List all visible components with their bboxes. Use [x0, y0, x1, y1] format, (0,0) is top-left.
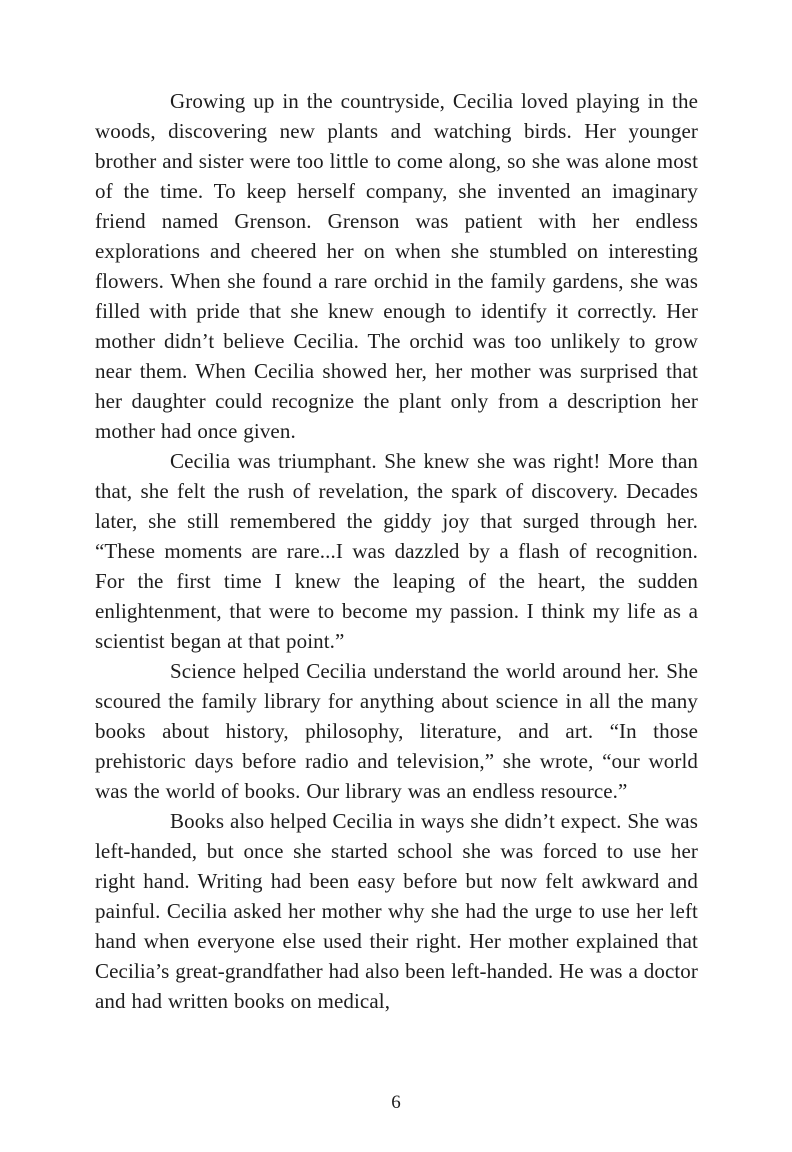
paragraph-4: Books also helped Cecilia in ways she didn’t expect. She was left-handed, but once she started school she was forced to use her right hand. Writing had been easy before but now felt awkward and painful. Cecilia asked her mother why she had the urge to use her left hand when everyone else used their right. Her mother explained that Cecilia’s great-grandfather had also been left-handed. He was a doctor and had written books on medical, [95, 809, 698, 1013]
body-text [95, 86, 698, 1016]
page-number: 6 [391, 1092, 401, 1113]
paragraph-2: Cecilia was triumphant. She knew she was right! More than that, she felt the rush of revelation, the spark of discovery. Decades later, she still remembered the giddy joy that surged through her. “These moments are rare...I was dazzled by a flash of recognition. For the first time I knew the leaping of the heart, the sudden enlightenment, that were to become my passion. I think my life as a scientist began at that point.” [95, 449, 698, 653]
paragraph-1: Growing up in the countryside, Cecilia loved playing in the woods, discovering new plants and watching birds. Her younger brother and sister were too little to come along, so she was alone most of the time. To keep herself company, she invented an imaginary friend named Grenson. Grenson was patient with her endless explorations and cheered her on when she stumbled on interesting flowers. When she found a rare orchid in the family gardens, she was filled with pride that she knew enough to identify it correctly. Her mother didn’t believe Cecilia. The orchid was too unlikely to grow near them. When Cecilia showed her, her mother was surprised that her daughter could recognize the plant only from a description her mother had once given. [95, 89, 698, 443]
paragraph-3: Science helped Cecilia understand the world around her. She scoured the family library for anything about science in all the many books about history, philosophy, literature, and art. “In those prehistoric days before radio and television,” she wrote, “our world was the world of books. Our library was an endless resource.” [95, 659, 698, 803]
